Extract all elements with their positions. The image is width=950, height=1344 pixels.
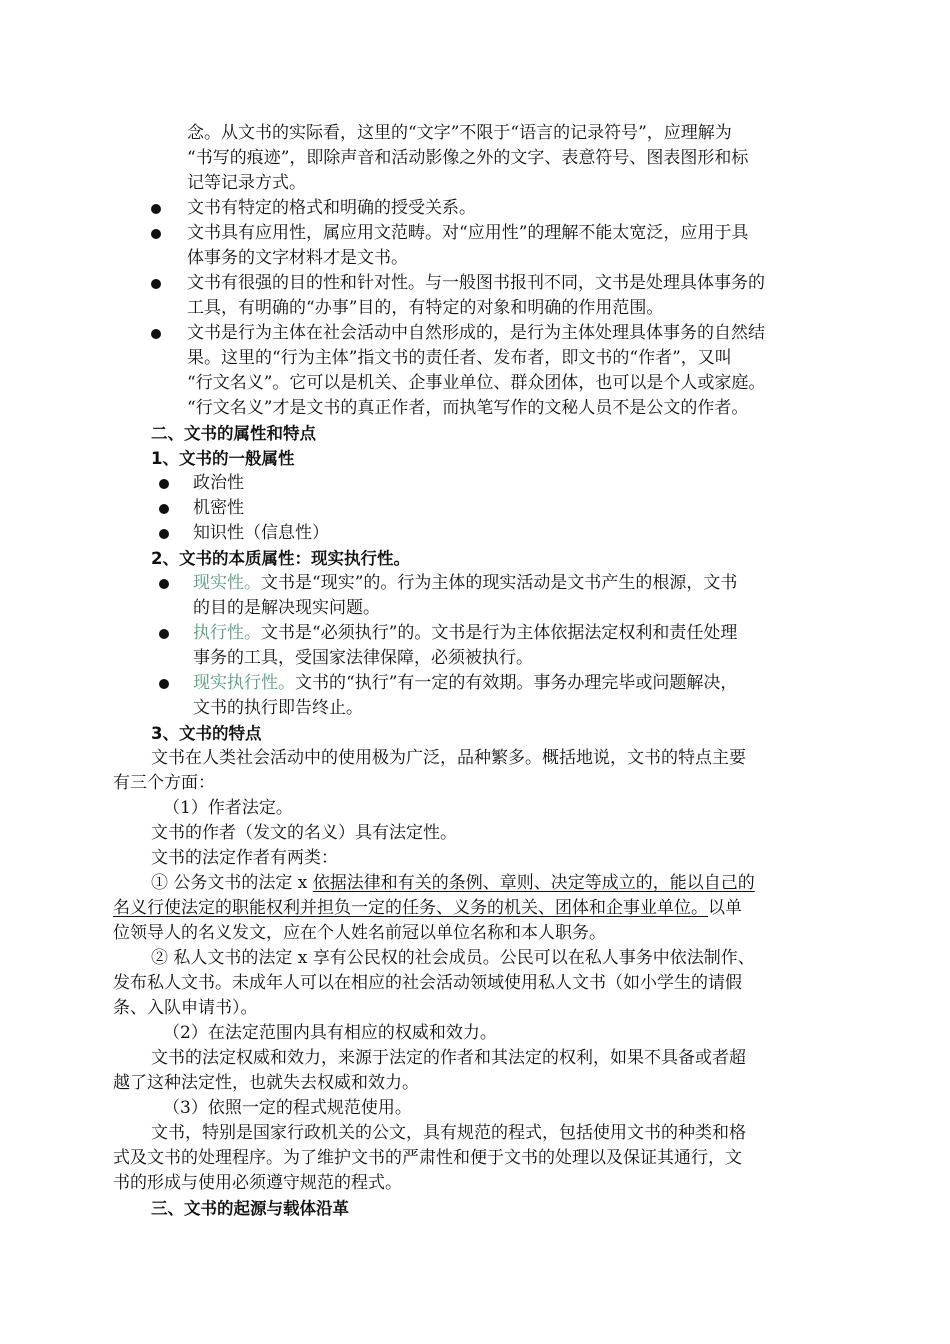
bullet-dot-icon (159, 529, 169, 539)
term-highlight: 执行性。 (193, 623, 261, 643)
text-line: 条、入队申请书）。 (113, 998, 258, 1018)
text-line (113, 871, 838, 896)
bullet-item (113, 471, 838, 496)
bullet-item (113, 271, 838, 296)
text-line: 文书的执行即告终止。 (193, 698, 363, 718)
bullet-item (113, 221, 838, 246)
bullet-text: 知识性（信息性） (193, 523, 329, 543)
bullet-dot-icon (159, 679, 169, 689)
text-line: （2）在法定范围内具有相应的权威和效力。 (163, 1023, 497, 1043)
text-line: 事务的工具，受国家法律保障，必须被执行。 (193, 648, 533, 668)
bullet-item (113, 521, 838, 546)
bullet-text: 政治性 (193, 473, 244, 493)
text-line (113, 896, 838, 921)
section-heading: 三、文书的起源与载体沿革 (151, 1199, 349, 1218)
text-span: ① 公务文书的法定 x (151, 873, 313, 893)
bullet-text: 文书有特定的格式和明确的授受关系。 (187, 198, 476, 218)
text-span: 以单 (708, 898, 742, 918)
document-page (113, 121, 838, 1221)
bullet-text: 文书有很强的目的性和针对性。与一般图书报刊不同，文书是处理具体事务的 (187, 273, 765, 293)
text-line: 文书的作者（发文的名义）具有法定性。 (151, 823, 457, 843)
subsection-heading: 2、文书的本质属性：现实执行性。 (151, 549, 410, 568)
text-line: ② 私人文书的法定 x 享有公民权的社会成员。公民可以在私人事务中依法制作、 (151, 948, 755, 968)
text-line: （3）依照一定的程式规范使用。 (163, 1098, 412, 1118)
text-line: 式及文书的处理程序。为了维护文书的严肃性和便于文书的处理以及保证其通行，文 (113, 1148, 742, 1168)
bullet-item (113, 671, 838, 696)
bullet-text: 文书具有应用性，属应用文范畴。对“应用性”的理解不能太宽泛，应用于具 (187, 223, 749, 243)
text-line: “行文名义”。它可以是机关、企事业单位、群众团体，也可以是个人或家庭。 (187, 373, 766, 393)
bullet-item (113, 621, 838, 646)
term-highlight: 现实性。 (193, 573, 261, 593)
text-line: 文书，特别是国家行政机关的公文，具有规范的程式，包括使用文书的种类和格 (151, 1123, 746, 1143)
text-line: “行文名义”才是文书的真正作者，而执笔写作的文秘人员不是公文的作者。 (187, 398, 749, 418)
text-line: 记等记录方式。 (187, 173, 306, 193)
bullet-text: 文书是“现实”的。行为主体的现实活动是文书产生的根源，文书 (261, 573, 738, 593)
text-line: 有三个方面： (113, 773, 215, 793)
text-line: 位领导人的名义发文，应在个人姓名前冠以单位名称和本人职务。 (113, 923, 606, 943)
section-heading: 二、文书的属性和特点 (151, 424, 316, 443)
bullet-text: 机密性 (193, 498, 244, 518)
bullet-dot-icon (151, 279, 161, 289)
text-line: 果。这里的“行为主体”指文书的责任者、发布者，即文书的“作者”，又叫 (187, 348, 732, 368)
bullet-item (113, 321, 838, 346)
text-line: “书写的痕迹”，即除声音和活动影像之外的文字、表意符号、图表图形和标 (187, 148, 749, 168)
text-line: 工具，有明确的“办事”目的，有特定的对象和明确的作用范围。 (187, 298, 664, 318)
bullet-item (113, 496, 838, 521)
text-line: 文书的法定作者有两类： (151, 848, 338, 868)
text-line: （1）作者法定。 (163, 798, 293, 818)
bullet-dot-icon (151, 329, 161, 339)
text-line: 发布私人文书。未成年人可以在相应的社会活动领域使用私人文书（如小学生的请假 (113, 973, 742, 993)
bullet-text: 文书是行为主体在社会活动中自然形成的，是行为主体处理具体事务的自然结 (187, 323, 765, 343)
bullet-item (113, 571, 838, 596)
bullet-text: 文书的“执行”有一定的有效期。事务办理完毕或问题解决， (295, 673, 738, 693)
bullet-item (113, 196, 838, 221)
text-line: 文书的法定权威和效力，来源于法定的作者和其法定的权利，如果不具备或者超 (151, 1048, 746, 1068)
bullet-dot-icon (159, 504, 169, 514)
underlined-text: 名义行使法定的职能权利并担负一定的任务、义务的机关、团体和企事业单位。 (113, 898, 708, 918)
text-line: 的目的是解决现实问题。 (193, 598, 380, 618)
bullet-dot-icon (151, 229, 161, 239)
bullet-dot-icon (159, 579, 169, 589)
subsection-heading: 3、文书的特点 (151, 724, 262, 743)
text-line: 书的形成与使用必须遵守规范的程式。 (113, 1173, 402, 1193)
subsection-heading: 1、文书的一般属性 (151, 449, 295, 468)
text-line: 文书在人类社会活动中的使用极为广泛，品种繁多。概括地说，文书的特点主要 (151, 748, 746, 768)
bullet-text: 文书是“必须执行”的。文书是行为主体依据法定权利和责任处理 (261, 623, 738, 643)
bullet-dot-icon (159, 629, 169, 639)
bullet-dot-icon (151, 204, 161, 214)
text-line: 越了这种法定性，也就失去权威和效力。 (113, 1073, 419, 1093)
term-highlight: 现实执行性。 (193, 673, 295, 693)
underlined-text: 依据法律和有关的条例、章则、决定等成立的，能以自己的 (312, 873, 755, 893)
bullet-dot-icon (159, 479, 169, 489)
text-line: 念。从文书的实际看，这里的“文字”不限于“语言的记录符号”，应理解为 (187, 123, 732, 143)
text-line: 体事务的文字材料才是文书。 (187, 248, 408, 268)
